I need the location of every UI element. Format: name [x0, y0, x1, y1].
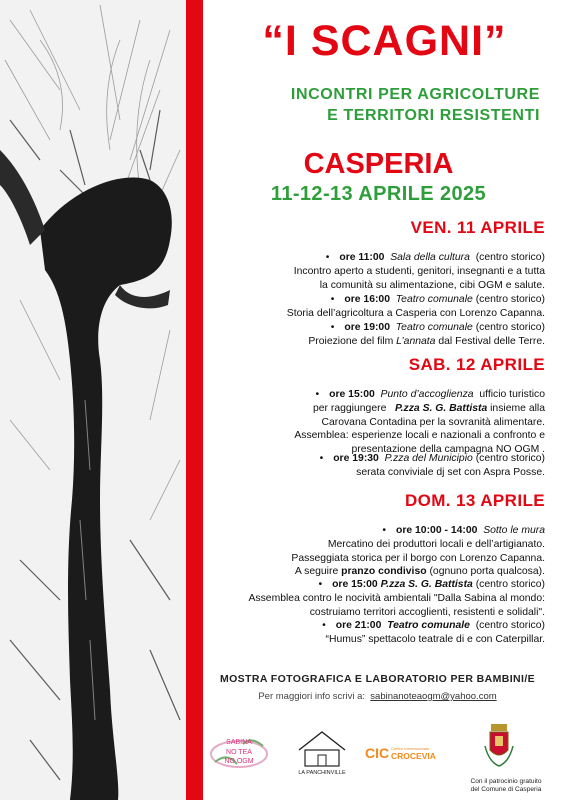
sabina-logo-text: NO TEA: [226, 749, 252, 756]
info-line: [203, 691, 552, 702]
event-sunday-1500: [248, 578, 545, 619]
event-desc: Incontro aperto a studenti, genitori, insegnanti e a tutta: [293, 265, 545, 277]
event-desc: Mercatino dei produttori locali e dell’artigianato.: [327, 538, 545, 550]
patrocinio-note: [451, 778, 561, 794]
event-desc: A seguire: [294, 566, 339, 578]
event-desc: Passeggiata storica per il borgo con Lorenzo Capanna.: [291, 552, 545, 564]
town-name: CASPERIA: [303, 148, 454, 180]
film-title: L’annata: [396, 335, 436, 347]
bullet: •: [319, 453, 324, 464]
event-friday-1100: [294, 251, 545, 292]
event-desc: Carovana Contadina per la sovranità alimentare.: [321, 416, 545, 428]
event-friday-1600: [287, 293, 545, 321]
event-note: (centro storico): [475, 579, 545, 590]
house-icon: [293, 726, 351, 776]
event-note: (centro storico): [475, 620, 545, 631]
event-place: Sala della cultura: [390, 252, 470, 263]
sabina-no-tea-logo: [207, 732, 271, 772]
crocevia-small-text: Centro Internazionale: [391, 746, 430, 751]
event-title: “I SCAGNI”: [262, 17, 507, 65]
event-desc: “Humus” spettacolo teatrale di e con Caterpillar.: [325, 633, 545, 645]
event-desc: Proiezione del film: [308, 335, 394, 347]
event-subtitle: [291, 84, 540, 126]
event-saturday-1930: [320, 452, 545, 480]
day-heading-friday: VEN. 11 APRILE: [410, 218, 545, 237]
bullet: •: [325, 252, 330, 263]
event-place: P.zza del Municipio: [384, 453, 473, 464]
day-heading-sunday: DOM. 13 APRILE: [404, 491, 545, 510]
event-time: ore 21:00: [335, 620, 382, 631]
event-place-destination: P.zza S. G. Battista: [395, 402, 488, 414]
event-note: (centro storico): [475, 252, 545, 263]
event-note: ufficio turistico: [479, 389, 545, 400]
event-desc: dal Festival delle Terre.: [438, 335, 545, 347]
event-note: (centro storico): [475, 294, 545, 305]
event-desc: costruiamo territori accoglienti, resistenti e solidali".: [309, 606, 545, 618]
event-desc: serata conviviale dj set con Aspra Posse.: [356, 466, 545, 478]
event-friday-1900: [308, 321, 545, 349]
bullet: •: [382, 525, 386, 536]
event-time: ore 15:00: [332, 579, 378, 590]
event-desc: Storia dell’agricoltura a Casperia con Lorenzo Capanna.: [286, 307, 545, 319]
day-heading-saturday: SAB. 12 APRILE: [408, 355, 545, 374]
event-desc: presentazione della campagna NO OGM .: [351, 444, 545, 456]
bullet: •: [330, 294, 335, 305]
event-dates: 11-12-13 APRILE 2025: [270, 183, 487, 205]
bullet: •: [322, 620, 326, 631]
event-desc: per raggiungere: [312, 402, 387, 414]
bullet: •: [318, 579, 323, 590]
info-email-link[interactable]: sabinanoteaogm@yahoo.com: [370, 691, 497, 702]
event-place: Teatro comunale: [387, 620, 470, 631]
info-label: Per maggiori info scrivi a:: [258, 691, 365, 702]
event-sunday-2100: [322, 619, 545, 647]
sabina-logo-text: NO OGM: [224, 758, 254, 765]
event-place: Sotto le mura: [483, 525, 545, 536]
sabina-logo-icon: [207, 732, 271, 772]
event-place: P.zza S. G. Battista: [380, 579, 473, 590]
event-desc: Assemblea contro le nocività ambientali "Dalla Sabina al mondo:: [248, 592, 545, 604]
event-time: ore 19:30: [333, 453, 379, 464]
event-desc: Assemblea: esperienze locali e nazionali a confronto e: [294, 430, 545, 442]
subtitle-line: E TERRITORI RESISTENTI: [327, 107, 540, 124]
casperia-crest-logo: [479, 722, 519, 774]
subtitle-line: INCONTRI PER AGRICOLTURE: [290, 86, 540, 103]
crocevia-icon: [363, 738, 443, 768]
event-note: (centro storico): [475, 322, 545, 333]
bullet: •: [330, 322, 335, 333]
panchinville-text: LA PANCHINVILLE: [298, 770, 346, 776]
event-place: Punto d’accoglienza: [380, 389, 474, 400]
event-saturday-1500: [294, 388, 545, 457]
content-panel: [203, 0, 566, 800]
event-place: Teatro comunale: [395, 294, 473, 305]
event-desc: (ognuno porta qualcosa).: [429, 566, 545, 578]
tree-drawing: [0, 0, 186, 800]
cic-text: CIC: [365, 745, 390, 761]
crocevia-logo: [363, 738, 443, 768]
mostra-banner: MOSTRA FOTOGRAFICA E LABORATORIO PER BAMBINI/E: [219, 673, 536, 685]
patrocinio-line: Con il patrocinio gratuito: [470, 778, 542, 785]
red-divider: [186, 0, 203, 800]
event-desc: la comunità su alimentazione, cibi OGM e salute.: [319, 279, 545, 291]
event-time: ore 10:00 - 14:00: [395, 525, 478, 536]
event-place: Teatro comunale: [395, 322, 473, 333]
event-time: ore 15:00: [329, 389, 375, 400]
crocevia-text: CROCEVIA: [391, 751, 436, 761]
event-highlight: pranzo condiviso: [341, 566, 427, 578]
patrocinio-line: del Comune di Casperia: [470, 786, 542, 793]
event-note: (centro storico): [475, 453, 545, 464]
sabina-logo-text: SABINA: [226, 739, 252, 746]
event-desc: insieme alla: [490, 402, 545, 414]
bullet: •: [315, 389, 320, 400]
crest-icon: [479, 722, 519, 774]
event-time: ore 11:00: [339, 252, 385, 263]
panchinville-logo: [293, 726, 351, 776]
tree-artwork: [0, 0, 186, 800]
event-sunday-1000: [291, 524, 545, 579]
event-time: ore 19:00: [344, 322, 390, 333]
event-time: ore 16:00: [344, 294, 390, 305]
